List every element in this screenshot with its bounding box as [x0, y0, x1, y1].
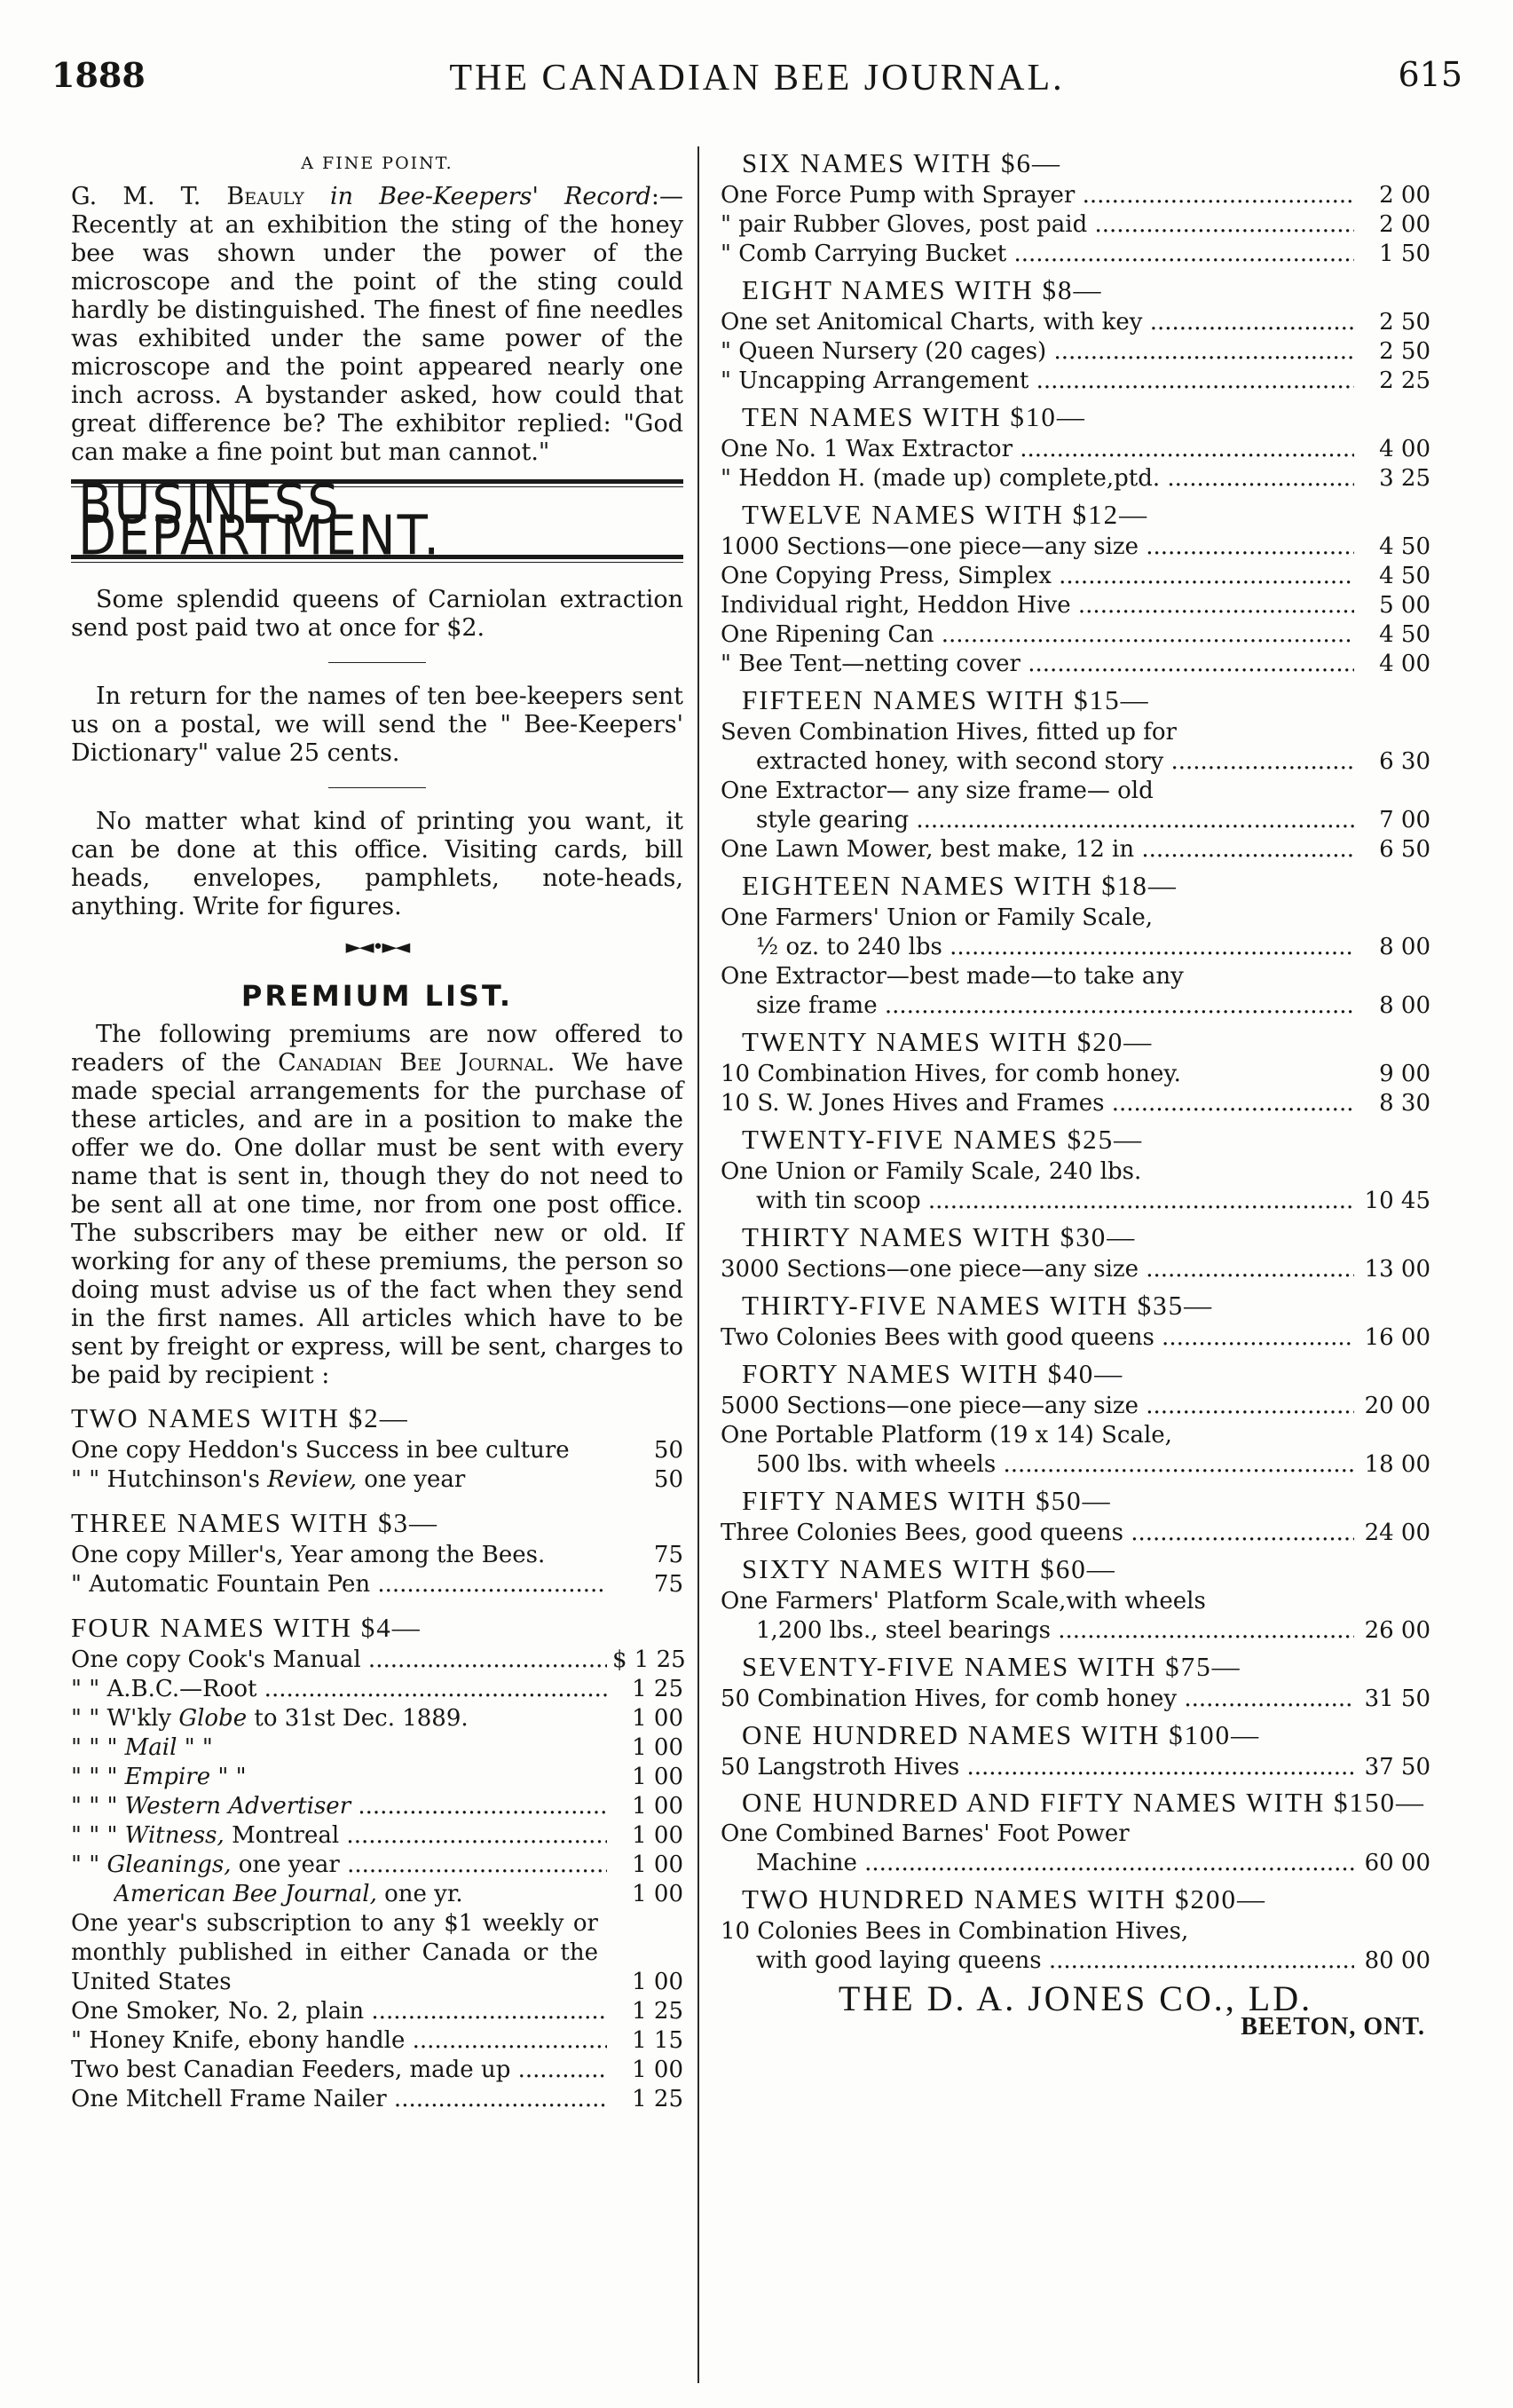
premium-item: " " " Witness, Montreal ..... [71, 1821, 607, 1851]
premium-intro [71, 1021, 683, 1390]
premium-item: One Farmers' Platform Scale,with wheels [721, 1588, 1206, 1615]
premium-intro-b: We have made special arrangements for the purchase of these articles, and are in a position to make the offer we do. One dollar must be sent with every name that is sent in, though they do not need to be sent all at one time, nor from one post office. The subscribers may be either new or old. If working for any of these premiums, the person so doing must advise us of the fact when they send in the first names. All articles which have to be sent by freight or express, will be sent, charges to be paid by recipient : [71, 1049, 683, 1389]
premium-row [71, 2056, 683, 2085]
premium-row: 1000 Sections—one piece—any size ..... 4 50 [721, 533, 1430, 562]
premium-item: American Bee Journal, one yr. [114, 1881, 463, 1907]
ornament-divider: ►◄•►◄ [345, 936, 409, 959]
premium-row [71, 1675, 683, 1704]
premium-price: 50 [653, 1466, 683, 1493]
premium-row: One No. 1 Wax Extractor ..... 4 00 [721, 435, 1430, 464]
premium-item: " " " Empire " " [71, 1764, 247, 1790]
publisher-location: BEETON, ONT. [1241, 2013, 1425, 2041]
premium-item: " " " Western Advertiser ..... [71, 1792, 607, 1821]
premium-row: " Bee Tent—netting cover ..... 4 00 [721, 650, 1430, 679]
premium-item: " " A.B.C.—Root ..... [71, 1675, 607, 1704]
premium-price: 1 25 [632, 2086, 683, 2112]
article-dash: :— [650, 183, 683, 210]
premium-row: 500 lbs. with wheels ..... 18 00 [721, 1450, 1430, 1480]
right-column [721, 142, 1430, 2041]
premium-item: One Extractor—best made—to take any [721, 963, 1184, 990]
notice-dictionary: In return for the names of ten bee-keepers sent us on a postal, we will send the " Bee-Keepers' Dictionary" value 25 cents. [71, 683, 683, 767]
premium-row: extracted honey, with second story ..... 6 30 [721, 747, 1430, 777]
premium-intro-a: The following premiums are now offered to readers of the [71, 1021, 683, 1077]
tier-heading: SIX NAMES WITH $6— [742, 147, 1062, 178]
tier-heading: ONE HUNDRED AND FIFTY NAMES WITH $150— [742, 1787, 1426, 1818]
premium-price: 1 00 [632, 1851, 683, 1878]
premium-item: One Portable Platform (19 x 14) Scale, [721, 1422, 1172, 1449]
premium-row: 50 Combination Hives, for comb honey ..... 31 50 [721, 1685, 1430, 1714]
journal-title: THE CANADIAN BEE JOURNAL. [449, 58, 1065, 99]
premium-row: ½ oz. to 240 lbs ..... 8 00 [721, 933, 1430, 962]
premium-row [71, 1880, 683, 1909]
premium-row: " Queen Nursery (20 cages) ..... 2 50 [721, 337, 1430, 367]
premium-row [71, 1436, 683, 1465]
premium-price: 75 [653, 1542, 683, 1568]
premium-row: with tin scoop ..... 10 45 [721, 1187, 1430, 1216]
premium-row [71, 1465, 683, 1495]
article-author: G. M. T. Beauly [71, 183, 304, 210]
premium-item: One Mitchell Frame Nailer ..... [71, 2085, 607, 2114]
premium-row [71, 2026, 683, 2056]
tier-heading: FORTY NAMES WITH $40— [742, 1358, 1124, 1389]
premium-price: $ 1 25 [612, 1646, 686, 1673]
premium-item: One copy Miller's, Year among the Bees. [71, 1542, 546, 1568]
business-heading: BUSINESS DEPARTMENT. [78, 473, 441, 568]
tier-heading: THIRTY NAMES WITH $30— [742, 1221, 1137, 1252]
premium-row: " pair Rubber Gloves, post paid ..... 2 00 [721, 210, 1430, 240]
tier-heading: TWENTY NAMES WITH $20— [742, 1026, 1154, 1057]
premium-item: " " Gleanings, one year ..... [71, 1851, 607, 1880]
premium-row: Two Colonies Bees with good queens ..... 16 00 [721, 1323, 1430, 1353]
premium-item: " Honey Knife, ebony handle ..... [71, 2026, 607, 2056]
premium-row: One Force Pump with Sprayer ..... 2 00 [721, 181, 1430, 210]
premium-price: 1 00 [632, 1822, 683, 1849]
premium-row: One set Anitomical Charts, with key ..... 2 50 [721, 308, 1430, 337]
article-source-prefix: in [329, 183, 353, 210]
article-source: Bee-Keepers' Record [379, 183, 651, 210]
premium-row: 5000 Sections—one piece—any size ..... 20 00 [721, 1392, 1430, 1421]
article-body [71, 183, 683, 467]
premium-row [71, 1851, 683, 1880]
premium-row [71, 1997, 683, 2026]
tier-heading: TWENTY-FIVE NAMES $25— [742, 1124, 1144, 1155]
premium-price: 50 [653, 1437, 683, 1464]
premium-price: 1 15 [632, 2027, 683, 2054]
premium-item: One Combined Barnes' Foot Power [721, 1820, 1130, 1847]
publisher-signature: THE D. A. JONES CO., LD. [838, 1978, 1313, 2018]
short-rule [328, 662, 426, 663]
premium-price: 1 00 [632, 1734, 683, 1761]
premium-item: One Smoker, No. 2, plain ..... [71, 1997, 607, 2026]
tier-heading: TEN NAMES WITH $10— [742, 401, 1086, 432]
premium-row [71, 1570, 683, 1599]
premium-row: " Heddon H. (made up) complete,ptd. ..... 3 25 [721, 464, 1430, 493]
notice-printing: No matter what kind of printing you want, it can be done at this office. Visiting cards, bill heads, envelopes, pamphlets, note-heads, anything. Write for figures. [71, 808, 683, 920]
premium-price: 1 00 [632, 1705, 683, 1732]
premium-row: One Ripening Can ..... 4 50 [721, 620, 1430, 650]
tier-heading: THIRTY-FIVE NAMES WITH $35— [742, 1290, 1214, 1321]
premium-row [71, 1763, 683, 1792]
tier-heading: THREE NAMES WITH $3— [71, 1507, 438, 1538]
tier-heading: SIXTY NAMES WITH $60— [742, 1553, 1116, 1584]
premium-item: One Farmers' Union or Family Scale, [721, 904, 1153, 931]
premium-price: 1 00 [632, 1969, 683, 1995]
tier-heading: TWELVE NAMES WITH $12— [742, 499, 1149, 530]
premium-item: One Union or Family Scale, 240 lbs. [721, 1158, 1142, 1185]
premium-item: One year's subscription to any $1 weekly or monthly published in either Canada or the United States [71, 1910, 598, 1995]
premium-row [71, 2085, 683, 2114]
tier-heading: FIFTY NAMES WITH $50— [742, 1485, 1112, 1516]
premium-price: 1 00 [632, 1793, 683, 1820]
premium-item: " Automatic Fountain Pen ..... [71, 1570, 607, 1599]
premium-row: style gearing ..... 7 00 [721, 806, 1430, 835]
notice-queens: Some splendid queens of Carniolan extraction send post paid two at once for $2. [71, 586, 683, 642]
tier-heading: EIGHT NAMES WITH $8— [742, 274, 1103, 305]
premium-item: " " Hutchinson's Review, one year [71, 1466, 466, 1493]
page-number: 615 [1398, 55, 1462, 94]
premium-row: 50 Langstroth Hives ..... 37 50 [721, 1753, 1430, 1782]
premium-item: One Extractor— any size frame— old [721, 778, 1154, 804]
article-text: Recently at an exhibition the sting of the honey bee was shown under the power of the microscope and the point of the sting could hardly be distinguished. The finest of fine needles was exhibited under the same power of the microscope and the point appeared nearly one inch across. A bystander asked, how could that great difference be? The exhibitor replied: "God can make a fine point but man cannot." [71, 211, 683, 466]
premium-item: " " " Mail " " [71, 1734, 213, 1761]
premium-item: Two best Canadian Feeders, made up ..... [71, 2056, 607, 2085]
tier-heading: ONE HUNDRED NAMES WITH $100— [742, 1719, 1261, 1750]
left-column [71, 149, 686, 2114]
premium-row: size frame ..... 8 00 [721, 991, 1430, 1021]
premium-item: One copy Heddon's Success in bee culture [71, 1437, 570, 1464]
premium-list-heading: PREMIUM LIST. [240, 979, 514, 1013]
premium-item: Seven Combination Hives, fitted up for [721, 719, 1177, 746]
premium-row: " Comb Carrying Bucket ..... 1 50 [721, 240, 1430, 269]
premium-row: Individual right, Heddon Hive ..... 5 00 [721, 591, 1430, 620]
header-year: 1888 [51, 55, 146, 95]
tier-heading: TWO NAMES WITH $2— [71, 1402, 409, 1433]
premium-row [71, 1646, 686, 1675]
premium-row [71, 1541, 683, 1570]
premium-row: Three Colonies Bees, good queens ..... 24 00 [721, 1519, 1430, 1548]
premium-price: 1 00 [632, 2057, 683, 2083]
premium-row [71, 1792, 683, 1821]
premium-row [71, 1821, 683, 1851]
tier-heading: FIFTEEN NAMES WITH $15— [742, 684, 1150, 715]
premium-row [71, 1704, 683, 1733]
premium-row: One Copying Press, Simplex ..... 4 50 [721, 562, 1430, 591]
premium-intro-journal: Canadian Bee Journal. [278, 1049, 556, 1077]
premium-price: 1 25 [632, 1998, 683, 2025]
premium-item: One copy Cook's Manual ..... [71, 1646, 607, 1675]
premium-price: 1 00 [632, 1881, 683, 1907]
premium-row: One Lawn Mower, best make, 12 in ..... 6 50 [721, 835, 1430, 865]
tier-heading: TWO HUNDRED NAMES WITH $200— [742, 1883, 1266, 1915]
premium-row [71, 1733, 683, 1763]
tier-heading: SEVENTY-FIVE NAMES WITH $75— [742, 1651, 1241, 1682]
premium-row: 10 Combination Hives, for comb honey. 9 00 [721, 1061, 1430, 1087]
premium-price: 75 [653, 1571, 683, 1598]
premium-price: 1 25 [632, 1676, 683, 1702]
premium-row: with good laying queens ..... 80 00 [721, 1946, 1430, 1976]
premium-row: 3000 Sections—one piece—any size ..... 13 00 [721, 1255, 1430, 1284]
article-heading: A FINE POINT. [301, 154, 453, 173]
short-rule [328, 787, 426, 788]
premium-row: " Uncapping Arrangement ..... 2 25 [721, 367, 1430, 396]
tier-heading: FOUR NAMES WITH $4— [71, 1612, 422, 1643]
premium-item: " " W'kly Globe to 31st Dec. 1889. [71, 1705, 469, 1732]
premium-row: 1,200 lbs., steel bearings ..... 26 00 [721, 1616, 1430, 1646]
page-header [51, 55, 1462, 108]
premium-item: 10 Colonies Bees in Combination Hives, [721, 1918, 1189, 1945]
premium-row: 10 S. W. Jones Hives and Frames ..... 8 30 [721, 1089, 1430, 1118]
tier-heading: EIGHTEEN NAMES WITH $18— [742, 870, 1178, 901]
column-rule [697, 146, 699, 2383]
premium-row [71, 1909, 683, 1997]
premium-price: 1 00 [632, 1764, 683, 1790]
premium-row: Machine ..... 60 00 [721, 1849, 1430, 1878]
